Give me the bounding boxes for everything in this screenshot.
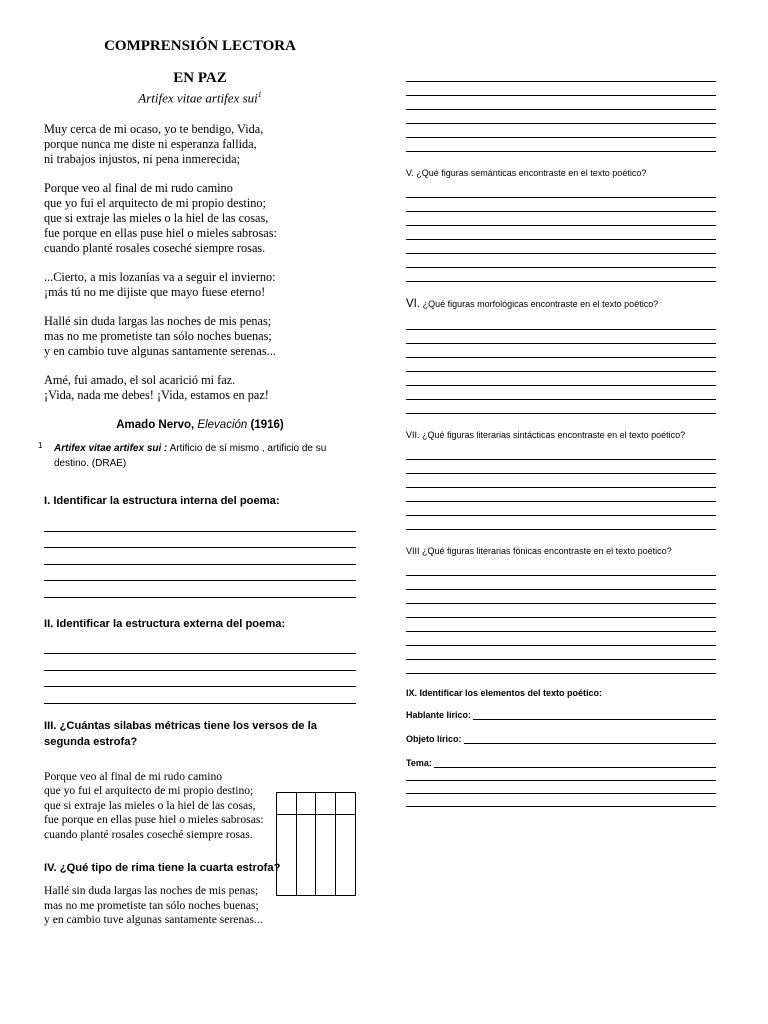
poem-verse: ¡Vida, nada me debes! ¡Vida, estamos en paz!: [44, 388, 269, 402]
answer-lines-top: [406, 68, 716, 152]
answer-lines-q2: [44, 638, 356, 704]
answer-line[interactable]: [406, 562, 716, 576]
answer-line[interactable]: [44, 548, 356, 565]
answer-line[interactable]: [406, 344, 716, 358]
footnote: [38, 441, 356, 471]
poem-author: Amado Nervo, Elevación (1916): [116, 419, 284, 431]
excerpt-verse: fue porque en ellas puse hiel o mieles sabrosas:: [44, 813, 264, 826]
answer-line[interactable]: [406, 590, 716, 604]
answer-line[interactable]: [44, 565, 356, 582]
poem-verse: cuando planté rosales coseché siempre rosas.: [44, 241, 266, 255]
answer-lines-q5: [406, 184, 716, 282]
answer-line[interactable]: [44, 654, 356, 671]
answer-line[interactable]: [406, 781, 716, 794]
answer-line[interactable]: [406, 68, 716, 82]
answer-line[interactable]: [406, 516, 716, 530]
excerpt-verse: y en cambio tuve algunas santamente serenas...: [44, 913, 263, 926]
answer-line[interactable]: [44, 532, 356, 549]
grid-cell[interactable]: [336, 793, 356, 815]
answer-line[interactable]: [406, 212, 716, 226]
question-9-heading: IX. Identificar los elementos del texto poético:: [406, 688, 603, 698]
poem-verse: porque nunca me diste ni esperanza fallida,: [44, 137, 257, 151]
answer-line[interactable]: [406, 358, 716, 372]
footnote-number: 1: [38, 441, 43, 450]
answer-line[interactable]: [406, 660, 716, 674]
hablante-lirico-input[interactable]: [473, 709, 716, 720]
answer-lines-q7: [406, 446, 716, 530]
answer-lines-q9: [406, 768, 716, 807]
question-3-heading: III. ¿Cuántas silabas métricas tiene los versos de la segunda estrofa?: [44, 719, 317, 748]
poem-verse: Porque veo al final de mi rudo camino: [44, 181, 233, 195]
answer-line[interactable]: [44, 671, 356, 688]
answer-line[interactable]: [44, 581, 356, 598]
objeto-lirico-input[interactable]: [464, 733, 716, 744]
answer-line[interactable]: [406, 372, 716, 386]
answer-line[interactable]: [406, 446, 716, 460]
grid-cell[interactable]: [277, 793, 297, 815]
poem-verse: Amé, fui amado, el sol acarició mi faz.: [44, 373, 236, 387]
answer-line[interactable]: [406, 576, 716, 590]
syllable-count-grid: [276, 792, 356, 896]
excerpt-verse: que yo fui el arquitecto de mi propio destino;: [44, 784, 254, 797]
grid-cell[interactable]: [316, 815, 336, 895]
answer-lines-q6: [406, 316, 716, 414]
question-2-heading: II. Identificar la estructura externa del poema:: [44, 617, 286, 630]
answer-line[interactable]: [406, 400, 716, 414]
question-6-heading: VI. ¿Qué figuras morfológicas encontraste en el texto poético?: [406, 298, 659, 310]
answer-line[interactable]: [406, 386, 716, 400]
answer-line[interactable]: [406, 618, 716, 632]
answer-line[interactable]: [406, 226, 716, 240]
poem-verse: ¡más tú no me dijiste que mayo fuese eterno!: [44, 285, 266, 299]
poem-epigraph: Artifex vitae artifex sui$^1$: [138, 90, 262, 106]
answer-line[interactable]: [406, 632, 716, 646]
question-4-heading: IV. ¿Qué tipo de rima tiene la cuarta estrofa?: [44, 862, 281, 874]
answer-line[interactable]: [406, 254, 716, 268]
poem-title: EN PAZ: [173, 70, 227, 86]
footnote-term: Artifex vitae artifex sui :: [54, 443, 168, 454]
answer-line[interactable]: [406, 184, 716, 198]
answer-line[interactable]: [406, 646, 716, 660]
answer-line[interactable]: [406, 124, 716, 138]
answer-line[interactable]: [406, 502, 716, 516]
poem-stanza-4: [44, 314, 356, 359]
answer-line[interactable]: [406, 96, 716, 110]
poem-stanza-1: [44, 122, 356, 167]
grid-cell[interactable]: [297, 793, 317, 815]
question-1-heading: I. Identificar la estructura interna del poema:: [44, 495, 280, 507]
poem-verse: ...Cierto, a mis lozanías va a seguir el invierno:: [44, 270, 276, 284]
grid-cell[interactable]: [336, 815, 356, 895]
answer-line[interactable]: [406, 268, 716, 282]
excerpt-verse: Porque veo al final de mi rudo camino: [44, 769, 223, 783]
question-5-heading: V. ¿Qué figuras semánticas encontraste en el texto poético?: [406, 168, 647, 178]
grid-cell[interactable]: [277, 815, 297, 895]
answer-line[interactable]: [406, 316, 716, 330]
answer-line[interactable]: [406, 330, 716, 344]
answer-line[interactable]: [406, 768, 716, 781]
answer-lines-q8: [406, 562, 716, 674]
poem-verse: Muy cerca de mi ocaso, yo te bendigo, Vida,: [44, 122, 264, 136]
grid-cell[interactable]: [297, 815, 317, 895]
poem-stanza-3: [44, 270, 356, 300]
field-hablante-lirico: Hablante lírico:: [406, 704, 716, 720]
field-objeto-lirico: Objeto lírico:: [406, 728, 716, 744]
footnote-marker: 1: [257, 90, 262, 99]
excerpt-verse: mas no me prometiste tan sólo noches buenas;: [44, 898, 259, 912]
question-8-heading: VIII ¿Qué figuras literarias fónicas encontraste en el texto poético?: [406, 546, 672, 556]
answer-line[interactable]: [44, 687, 356, 704]
answer-line[interactable]: [406, 240, 716, 254]
answer-line[interactable]: [406, 604, 716, 618]
tema-input[interactable]: [434, 757, 716, 768]
excerpt-verse: cuando planté rosales coseché siempre rosas.: [44, 827, 253, 841]
answer-line[interactable]: [44, 638, 356, 655]
poem-stanza-5: [44, 373, 356, 403]
page-title: COMPRENSIÓN LECTORA: [104, 38, 296, 54]
right-column: [406, 68, 716, 807]
excerpt-verse: que si extraje las mieles o la hiel de las cosas,: [44, 798, 256, 812]
poem-stanza-2: [44, 181, 356, 256]
answer-lines-q1: [44, 515, 356, 598]
answer-line[interactable]: [406, 794, 716, 807]
footnote-definition: Artificio de sí mismo , artificio de su destino. (DRAE): [54, 443, 327, 469]
field-tema: Tema:: [406, 752, 716, 768]
excerpt-verse: Hallé sin duda largas las noches de mis penas;: [44, 884, 259, 897]
answer-line[interactable]: [406, 474, 716, 488]
answer-line[interactable]: [406, 198, 716, 212]
poem-verse: mas no me prometiste tan sólo noches buenas;: [44, 329, 272, 343]
question-7-heading: VII. ¿Qué figuras literarias sintácticas encontraste en el texto poético?: [406, 430, 686, 440]
poem-verse: fue porque en ellas puse hiel o mieles sabrosas:: [44, 226, 277, 240]
poem-verse: que si extraje las mieles o la hiel de las cosas,: [44, 211, 269, 225]
answer-line[interactable]: [406, 460, 716, 474]
poem-verse: ni trabajos injustos, ni pena inmerecida;: [44, 152, 241, 166]
poem-verse: que yo fui el arquitecto de mi propio destino;: [44, 196, 266, 210]
grid-cell[interactable]: [316, 793, 336, 815]
answer-line[interactable]: [406, 488, 716, 502]
answer-line[interactable]: [406, 138, 716, 152]
poem-verse: Hallé sin duda largas las noches de mis penas;: [44, 314, 272, 328]
poem-verse: y en cambio tuve algunas santamente serenas...: [44, 344, 276, 358]
answer-line[interactable]: [406, 82, 716, 96]
answer-line[interactable]: [44, 515, 356, 532]
answer-line[interactable]: [406, 110, 716, 124]
